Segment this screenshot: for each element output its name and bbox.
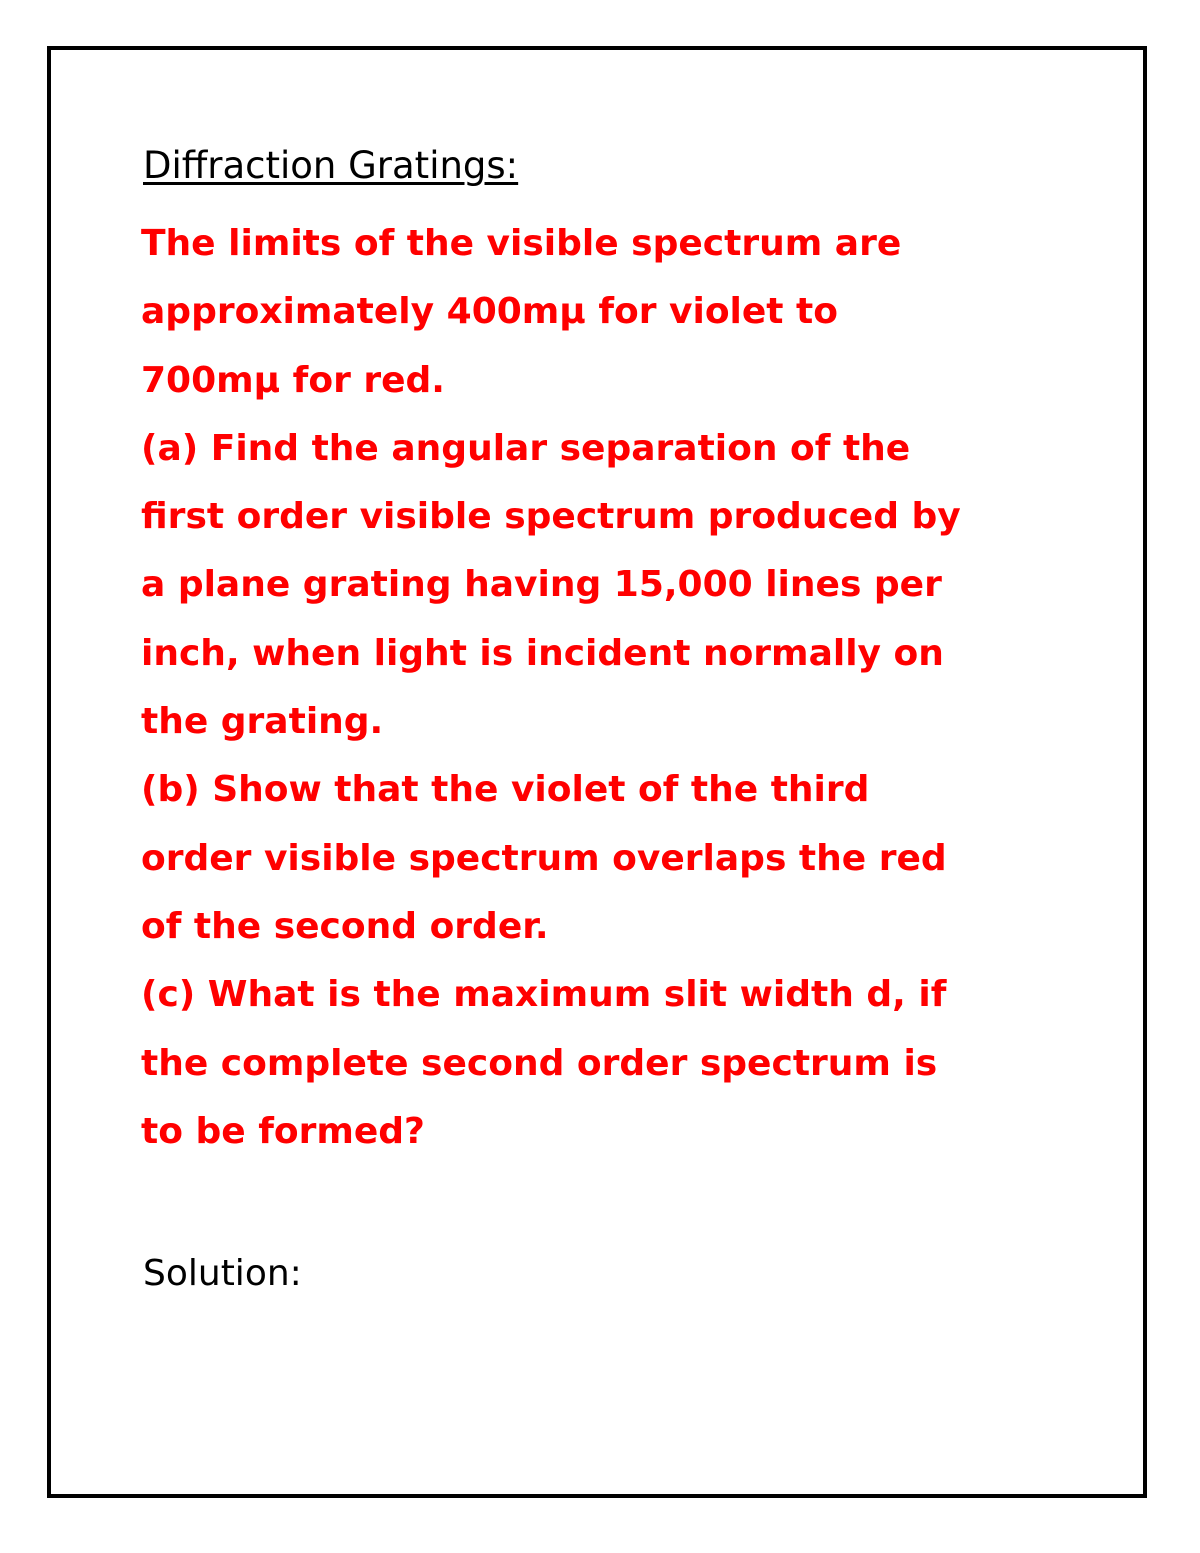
problem-line: approximately 400mµ for violet to [141, 291, 838, 333]
problem-statement [141, 212, 1061, 1168]
problem-line: first order visible spectrum produced by [141, 496, 961, 538]
problem-line-part-a: (a) Find the angular separation of the [141, 427, 911, 469]
problem-line: inch, when light is incident normally on [141, 632, 944, 674]
problem-line-part-b: (b) Show that the violet of the third [141, 769, 870, 811]
problem-line-part-c: (c) What is the maximum slit width d, if [141, 974, 947, 1016]
problem-line: to be formed? [141, 1110, 425, 1152]
problem-line: 700mµ for red. [141, 359, 445, 401]
solution-label: Solution: [143, 1253, 302, 1294]
problem-line: order visible spectrum overlaps the red [141, 837, 947, 879]
page-title: Diffraction Gratings: [143, 144, 519, 187]
problem-line: The limits of the visible spectrum are [141, 223, 902, 264]
problem-line: the grating. [141, 701, 384, 743]
problem-line: a plane grating having 15,000 lines per [141, 564, 942, 606]
problem-line: the complete second order spectrum is [141, 1042, 938, 1084]
problem-line: of the second order. [141, 905, 549, 947]
